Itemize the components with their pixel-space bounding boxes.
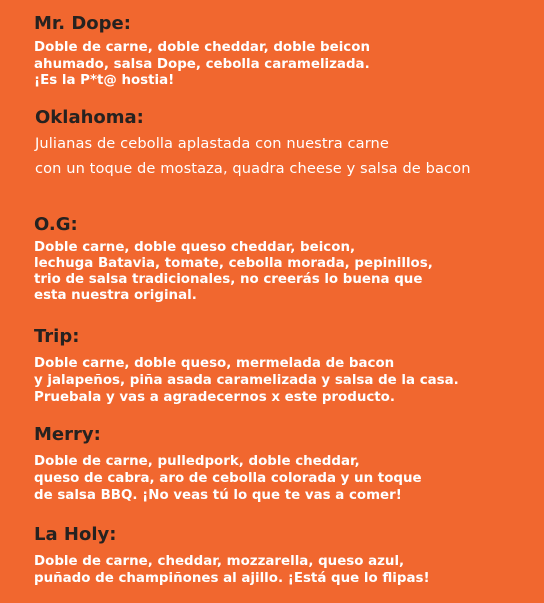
- item-description-line: lechuga Batavia, tomate, cebolla morada, pepinillos,: [34, 256, 433, 271]
- item-title-la-holy: La Holy:: [34, 524, 117, 545]
- item-description-line: esta nuestra original.: [34, 288, 197, 303]
- item-description-line: Doble de carne, doble cheddar, doble beicon: [34, 40, 370, 55]
- item-description-line: con un toque de mostaza, quadra cheese y salsa de bacon: [35, 160, 471, 177]
- item-description-line: ahumado, salsa Dope, cebolla caramelizada.: [34, 57, 370, 72]
- item-title-mr-dope: Mr. Dope:: [34, 13, 131, 34]
- item-description-line: Pruebala y vas a agradecernos x este producto.: [34, 390, 395, 405]
- item-description-line: y jalapeños, piña asada caramelizada y salsa de la casa.: [34, 373, 459, 388]
- item-description-line: Doble carne, doble queso, mermelada de bacon: [34, 356, 395, 371]
- item-title-oklahoma: Oklahoma:: [35, 107, 144, 128]
- item-description-line: Julianas de cebolla aplastada con nuestra carne: [35, 135, 389, 152]
- item-description-line: Doble de carne, pulledpork, doble cheddar,: [34, 454, 360, 469]
- item-description-line: Doble carne, doble queso cheddar, beicon,: [34, 240, 356, 255]
- item-title-og: O.G:: [34, 214, 78, 235]
- item-title-trip: Trip:: [34, 326, 80, 347]
- item-description-line: Doble de carne, cheddar, mozzarella, queso azul,: [34, 554, 405, 569]
- item-description-line: de salsa BBQ. ¡No veas tú lo que te vas a comer!: [34, 488, 402, 503]
- item-description-line: puñado de champiñones al ajillo. ¡Está que lo flipas!: [34, 571, 430, 586]
- item-description-line: trio de salsa tradicionales, no creerás lo buena que: [34, 272, 423, 287]
- item-description-line: ¡Es la P*t@ hostia!: [34, 73, 175, 88]
- item-description-line: queso de cabra, aro de cebolla colorada y un toque: [34, 471, 422, 486]
- item-title-merry: Merry:: [34, 424, 101, 445]
